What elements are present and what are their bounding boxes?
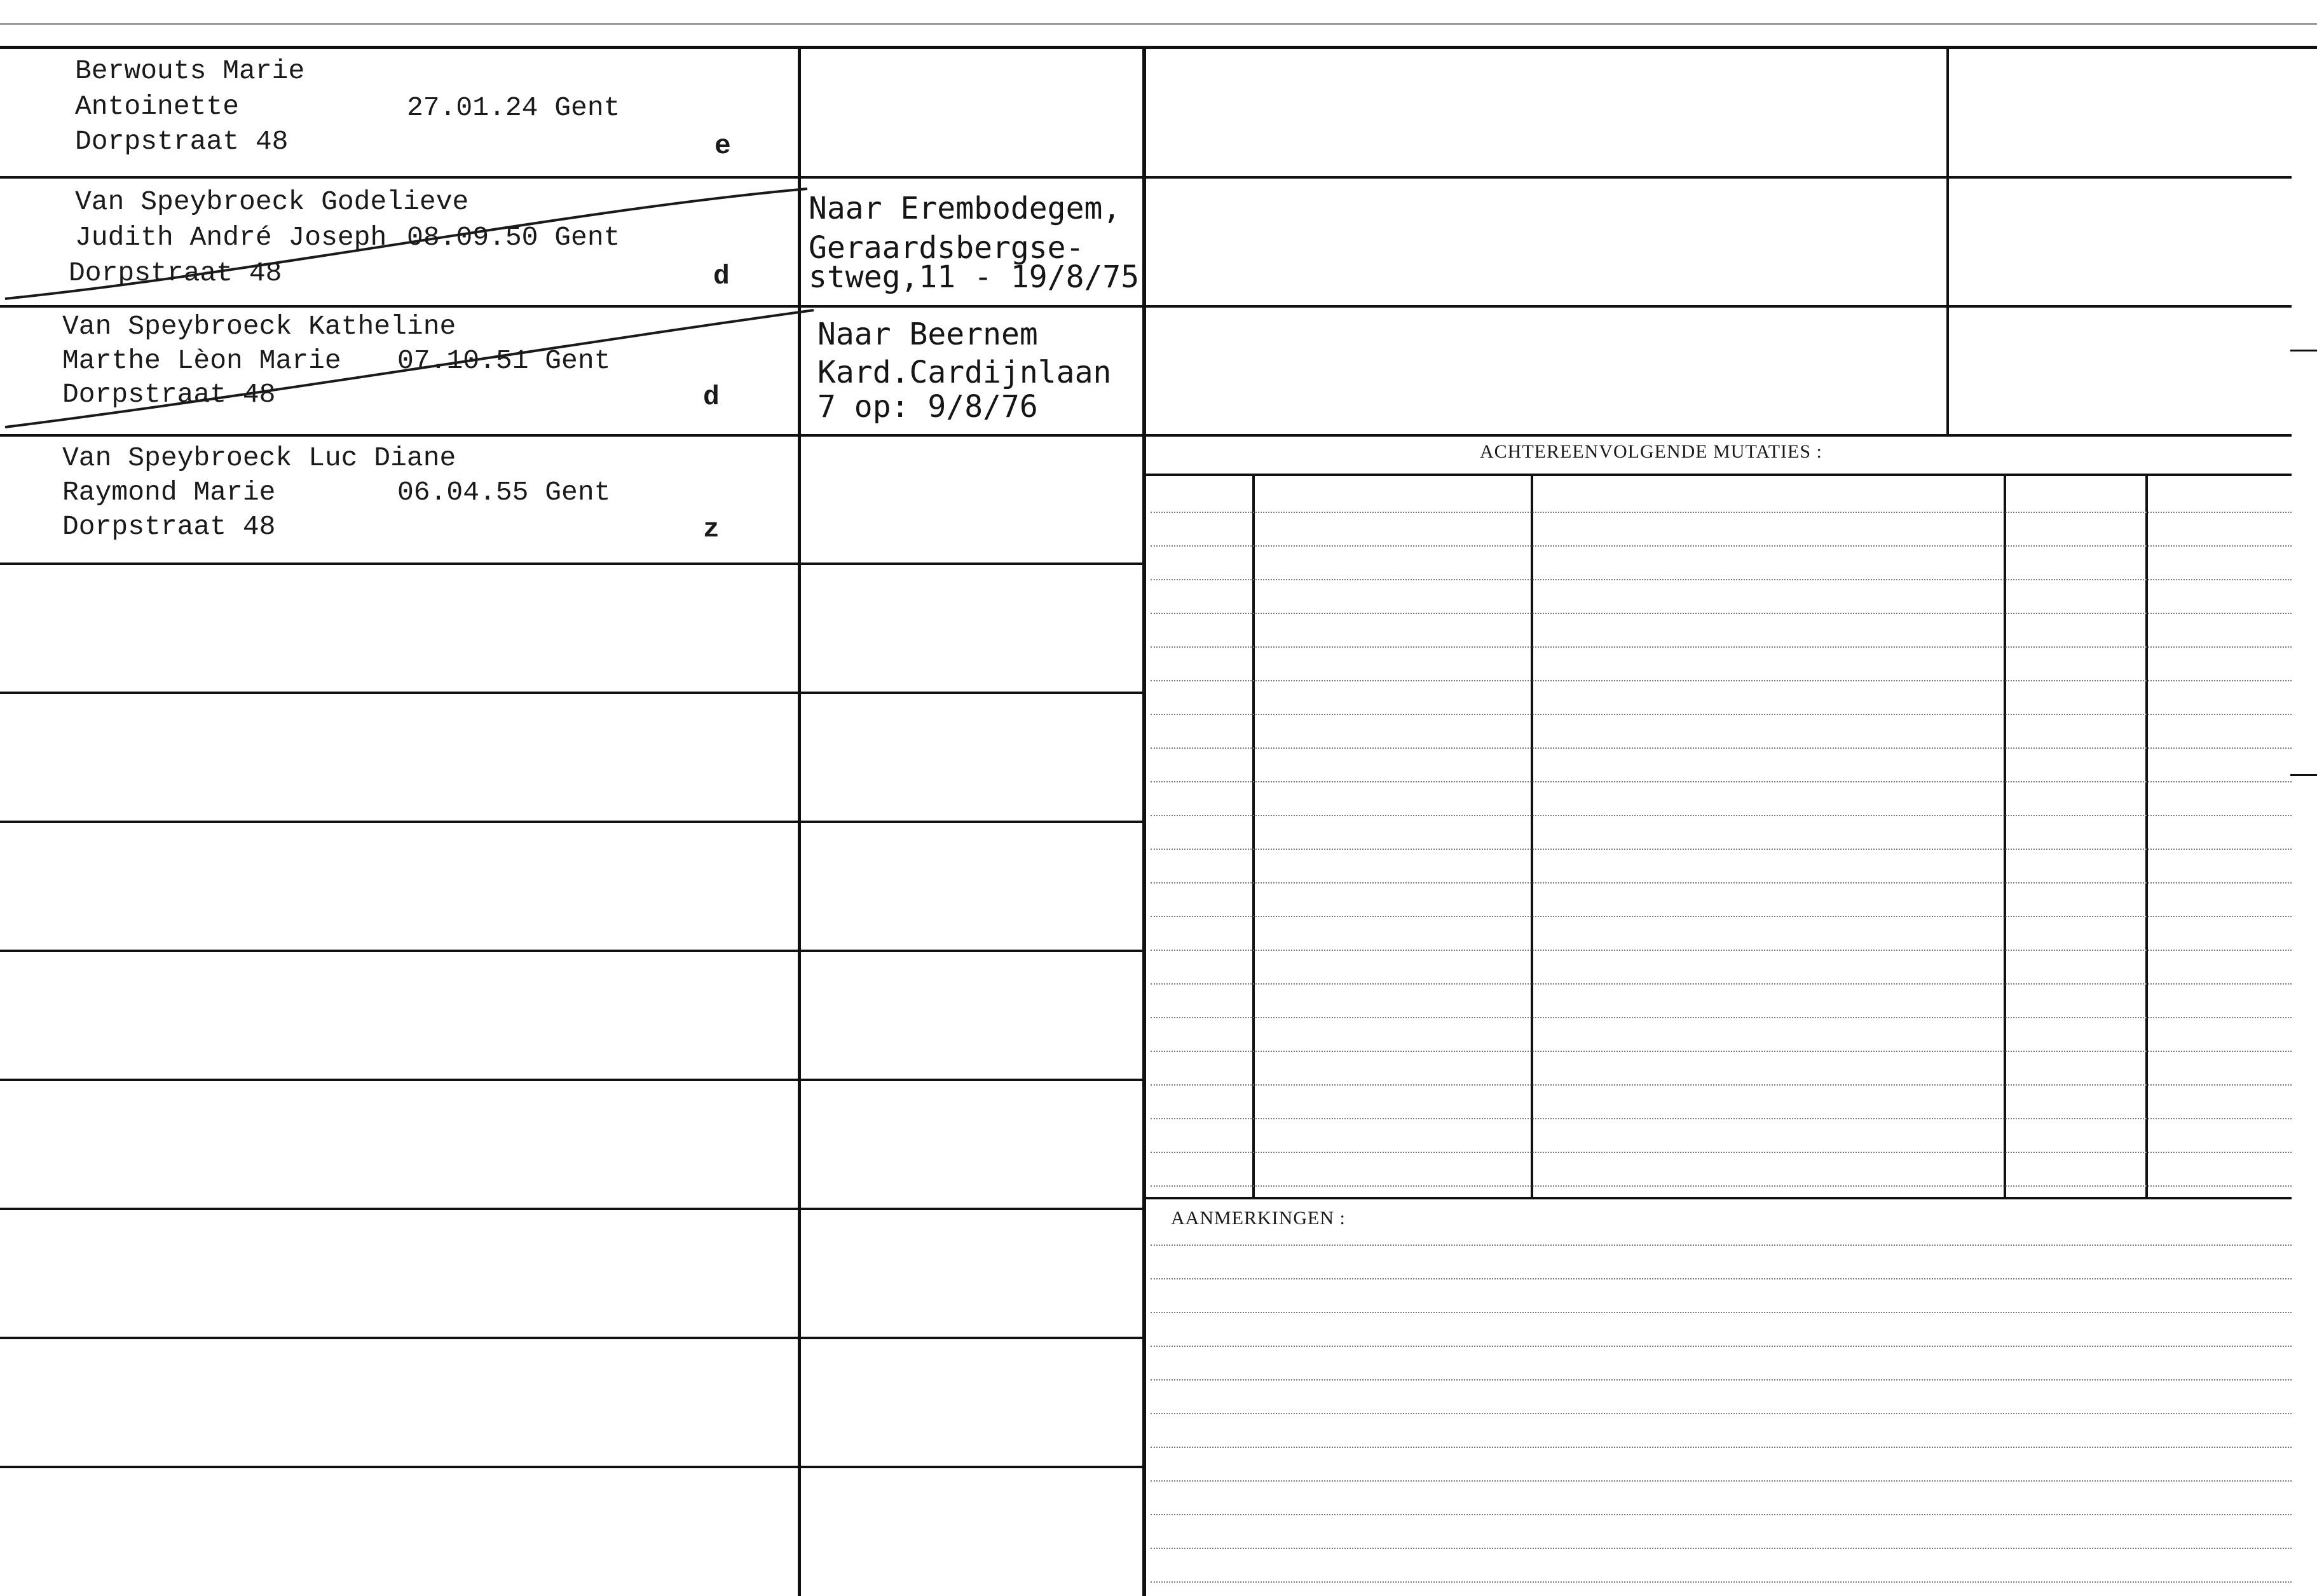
header-rule: [0, 46, 2317, 49]
person-given-names: Marthe Lèon Marie: [62, 345, 341, 376]
mutaties-column-1: [1252, 476, 1255, 1197]
mutaties-line: [1151, 815, 2292, 816]
mutaties-line: [1151, 714, 2292, 715]
birth-date-place: 27.01.24 Gent: [407, 92, 620, 123]
aanmerkingen-line: [1151, 1278, 2292, 1279]
column-divider-main: [1142, 49, 1146, 1596]
move-note: Naar Beernem: [817, 317, 1038, 352]
aanmerkingen-line: [1151, 1480, 2292, 1482]
relation-code: z: [703, 514, 720, 545]
right-row-separator-3: [1146, 434, 2292, 437]
birth-date-place: 06.04.55 Gent: [397, 477, 611, 508]
aanmerkingen-line: [1151, 1379, 2292, 1381]
row-separator-4: [0, 563, 1142, 565]
mutaties-column-3: [2004, 476, 2006, 1197]
mutaties-top-rule: [1146, 474, 2292, 476]
mutaties-line: [1151, 613, 2292, 614]
row-separator-6: [0, 821, 1142, 823]
mutaties-line: [1151, 680, 2292, 681]
mutaties-line: [1151, 1152, 2292, 1153]
move-note: 7 op: 9/8/76: [817, 389, 1038, 425]
move-note: stweg,11 - 19/8/75: [809, 259, 1140, 295]
mutaties-line: [1151, 781, 2292, 782]
row-separator-5: [0, 692, 1142, 694]
mutaties-line: [1151, 646, 2292, 648]
aanmerkingen-line: [1151, 1312, 2292, 1313]
birth-date-place: 08.09.50 Gent: [407, 222, 620, 253]
relation-code: d: [703, 381, 720, 413]
mutaties-heading: ACHTEREENVOLGENDE MUTATIES :: [1480, 441, 1822, 462]
mutaties-line: [1151, 1017, 2292, 1018]
mutaties-line: [1151, 849, 2292, 850]
mutaties-column-2: [1531, 476, 1533, 1197]
row-separator-1: [0, 176, 1142, 179]
aanmerkingen-heading: AANMERKINGEN :: [1171, 1208, 1346, 1229]
row-separator-7: [0, 950, 1142, 952]
mutaties-line: [1151, 1051, 2292, 1052]
person-given-names: Raymond Marie: [62, 477, 276, 508]
mutaties-line: [1151, 983, 2292, 985]
right-row-separator-1: [1146, 176, 2292, 179]
person-given-names: Judith André Joseph: [75, 222, 387, 253]
row-separator-8: [0, 1079, 1142, 1081]
mutaties-bottom-rule: [1146, 1197, 2292, 1199]
margin-tick: [2290, 350, 2317, 351]
aanmerkingen-line: [1151, 1548, 2292, 1549]
right-row-separator-2: [1146, 305, 2292, 308]
aanmerkingen-line: [1151, 1581, 2292, 1583]
address: Dorpstraat 48: [69, 257, 282, 289]
birth-date-place: 07.10.51 Gent: [397, 345, 611, 376]
mutaties-line: [1151, 1084, 2292, 1086]
aanmerkingen-line: [1151, 1514, 2292, 1515]
address: Dorpstraat 48: [75, 126, 289, 157]
aanmerkingen-line: [1151, 1413, 2292, 1414]
move-note: Kard.Cardijnlaan: [817, 355, 1112, 390]
row-separator-9: [0, 1208, 1142, 1210]
mutaties-line: [1151, 950, 2292, 951]
column-divider-right-top: [1946, 49, 1949, 435]
mutaties-line: [1151, 1118, 2292, 1119]
move-note: Geraardsbergse-: [809, 230, 1084, 266]
row-separator-10: [0, 1337, 1142, 1339]
mutaties-line: [1151, 916, 2292, 917]
relation-code: e: [714, 130, 731, 161]
mutaties-column-4: [2145, 476, 2148, 1197]
address: Dorpstraat 48: [62, 511, 276, 542]
person-name: Van Speybroeck Godelieve: [75, 186, 469, 217]
person-given-names: Antoinette: [75, 91, 240, 122]
relation-code: d: [713, 261, 730, 292]
mutaties-line: [1151, 882, 2292, 883]
row-separator-11: [0, 1466, 1142, 1468]
aanmerkingen-line: [1151, 1346, 2292, 1347]
row-separator-3: [0, 434, 1142, 437]
margin-tick: [2290, 774, 2317, 776]
address: Dorpstraat 48: [62, 379, 276, 410]
person-name: Berwouts Marie: [75, 55, 305, 86]
aanmerkingen-line: [1151, 1447, 2292, 1448]
mutaties-line: [1151, 747, 2292, 749]
person-name: Van Speybroeck Katheline: [62, 311, 456, 342]
mutaties-line: [1151, 579, 2292, 580]
mutaties-line: [1151, 512, 2292, 513]
row-separator-2: [0, 305, 1142, 308]
person-name: Van Speybroeck Luc Diane: [62, 442, 456, 474]
mutaties-line: [1151, 1185, 2292, 1187]
top-edge-line: [0, 23, 2317, 25]
mutaties-line: [1151, 545, 2292, 547]
aanmerkingen-line: [1151, 1245, 2292, 1246]
move-note: Naar Erembodegem,: [809, 191, 1121, 226]
